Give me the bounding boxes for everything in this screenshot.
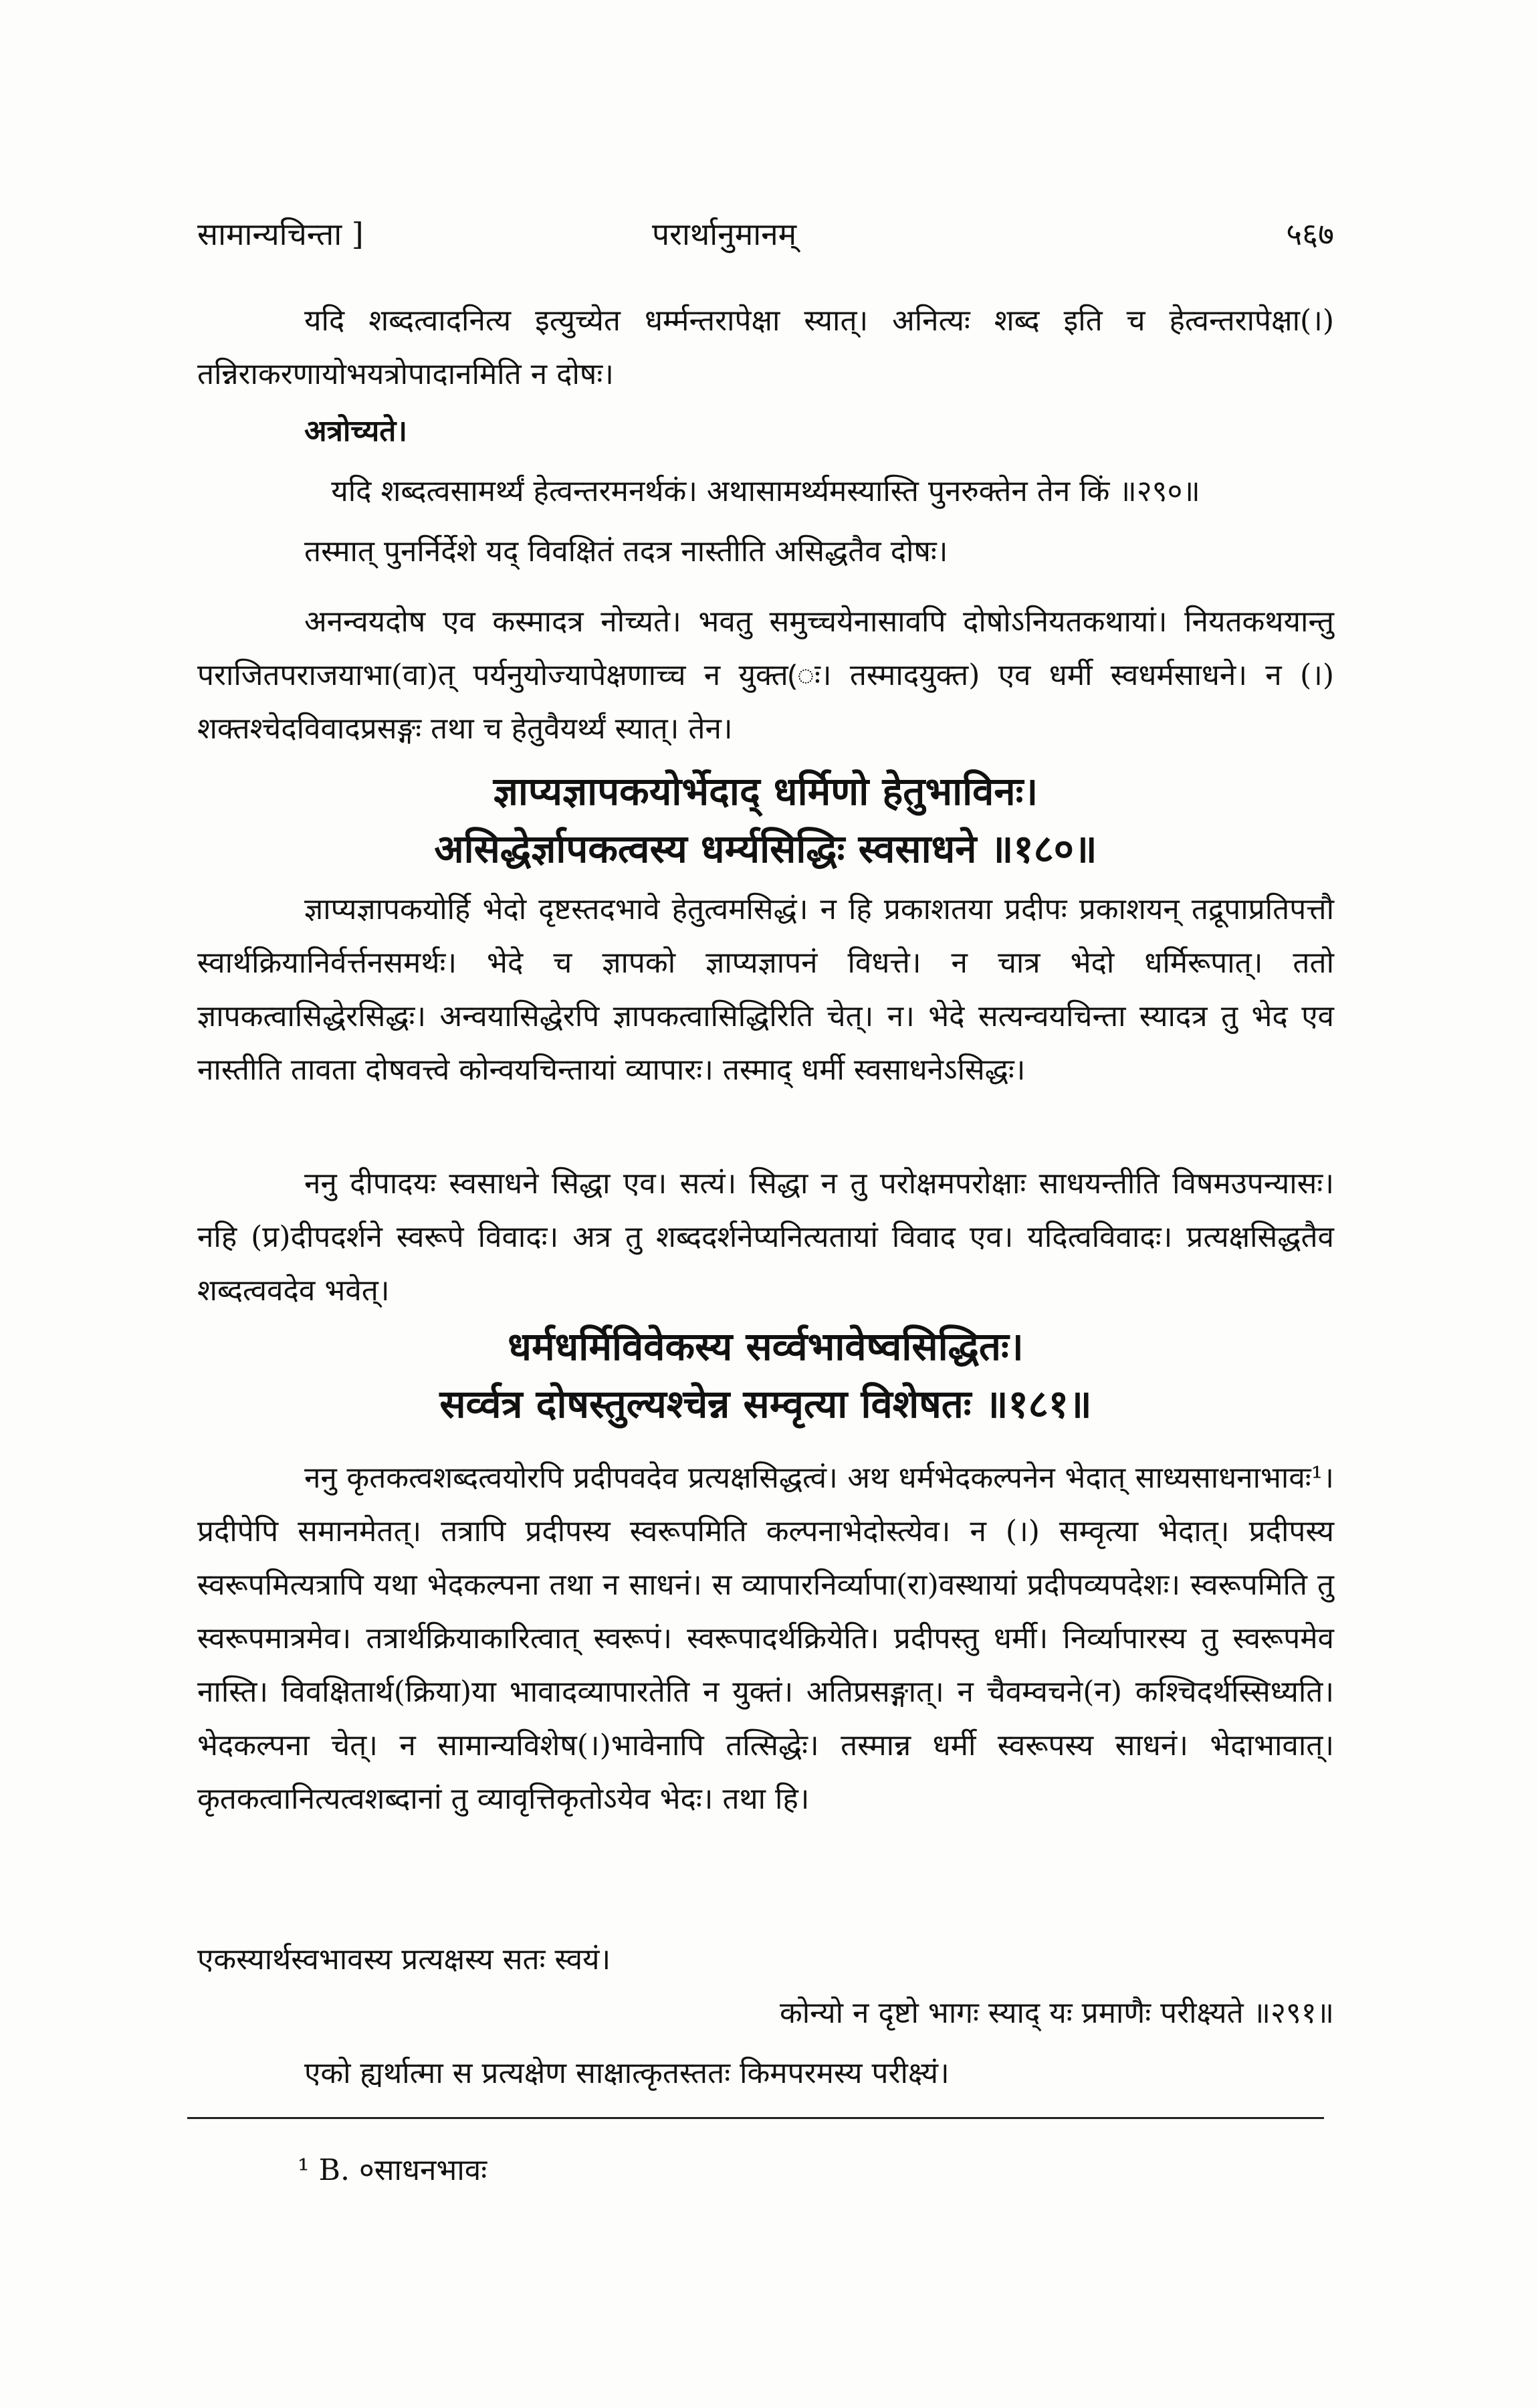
paragraph-3 xyxy=(197,525,1334,579)
paragraph-text: ननु कृतकत्वशब्दत्वयोरपि प्रदीपवदेव प्रत्यक्षसिद्धत्वं। अथ धर्मभेदकल्पनेन भेदात् साध्यसाधनाभावः¹। प्रदीपेपि समानमेतत्। तत्रापि प्रदीपस्य स्वरूपमिति कल्पनाभेदोस्त्येव। न (।) सम्वृत्या भेदात्। प्रदीपस्य स्वरूपमित्यत्रापि यथा भेदकल्पना तथा न साधनं। स व्यापारनिर्व्यापा(रा)वस्थायां प्रदीपव्यपदेशः। स्वरूपमिति तु स्वरूपमात्रमेव। तत्रार्थक्रियाकारित्वात् स्वरूपं। स्वरूपादर्थक्रियेति। प्रदीपस्तु धर्मी। निर्व्यापारस्य तु स्वरूपमेव नास्ति। विवक्षितार्थ(क्रिया)या भावादव्यापारतेति न युक्तं। अतिप्रसङ्गात्। न चैवम्वचने(न) कश्चिदर्थस्सिध्यति। भेदकल्पना चेत्। न सामान्यविशेष(।)भावेनापि तत्सिद्धेः। तस्मान्न धर्मी स्वरूपस्य साधनं। भेदाभावात्। कृतकत्वानित्यत्वशब्दानां तु व्यावृत्तिकृतोऽयेव भेदः। तथा हि। xyxy=(197,1461,1334,1816)
footnote-divider xyxy=(187,2117,1324,2119)
karika-line: ज्ञाप्यज्ञापकयोर्भेदाद् धर्मिणो हेतुभाविनः। xyxy=(493,769,1038,814)
karika-line: सर्व्वत्र दोषस्तुल्यश्चेन्न सम्वृत्या विशेषतः ॥१८१॥ xyxy=(439,1381,1092,1427)
verse-line: कोन्यो न दृष्टो भागः स्याद् यः प्रमाणैः परीक्ष्यते ॥२९१॥ xyxy=(779,1996,1334,2030)
section-title: सामान्यचिन्ता ] xyxy=(197,216,364,252)
paragraph-2 xyxy=(197,405,1334,458)
page-number: ५६७ xyxy=(1286,216,1334,252)
paragraph-5 xyxy=(197,883,1334,1097)
paragraph-1 xyxy=(197,294,1334,401)
paragraph-7 xyxy=(197,1451,1334,1826)
karika-181 xyxy=(197,1318,1334,1433)
paragraph-8 xyxy=(197,2047,1334,2100)
paragraph-text: ज्ञाप्यज्ञापकयोर्हि भेदो दृष्टस्तदभावे हेतुत्वमसिद्धं। न हि प्रकाशतया प्रदीपः प्रकाशयन् तद्रूपाप्रतिपत्तौ स्वार्थक्रियानिर्वर्त्तनसमर्थः। भेदे च ज्ञापको ज्ञाप्यज्ञापनं विधत्ते। न चात्र भेदो धर्मिरूपात्। ततो ज्ञापकत्वासिद्धेरसिद्धः। अन्वयासिद्धेरपि ज्ञापकत्वासिद्धिरिति चेत्। न। भेदे सत्यन्वयचिन्ता स्यादत्र तु भेद एव नास्तीति तावता दोषवत्त्वे कोन्वयचिन्तायां व्यापारः। तस्माद् धर्मी स्वसाधनेऽसिद्धः। xyxy=(197,892,1334,1087)
verse-line: यदि शब्दत्वसामर्थ्यं हेत्वन्तरमनर्थकं। अथासामर्थ्यमस्यास्ति पुनरुक्तेन तेन किं ॥२९०॥ xyxy=(331,474,1200,508)
verse-line: एकस्यार्थस्वभावस्य प्रत्यक्षस्य सतः स्वयं। xyxy=(197,1942,611,1977)
paragraph-4 xyxy=(197,595,1334,756)
running-head xyxy=(197,213,1334,260)
paragraph-text: ननु दीपादयः स्वसाधने सिद्धा एव। सत्यं। सिद्धा न तु परोक्षमपरोक्षाः साधयन्तीति विषमउपन्यासः। नहि (प्र)दीपदर्शने स्वरूपे विवादः। अत्र तु शब्ददर्शनेप्यनित्यतायां विवाद एव। यदित्वविवादः। प्रत्यक्षसिद्धतैव शब्दत्ववदेव भवेत्। xyxy=(197,1167,1334,1308)
paragraph-text: अनन्वयदोष एव कस्मादत्र नोच्यते। भवतु समुच्चयेनासावपि दोषोऽनियतकथायां। नियतकथयान्तु पराजितपराजयाभा(वा)त् पर्यनुयोज्यापेक्षणाच्च न युक्त(ः। तस्मादयुक्त) एव धर्मी स्वधर्मसाधने। न (।) शक्तश्चेदविवादप्रसङ्गः तथा च हेतुवैयर्थ्यं स्यात्। तेन। xyxy=(197,605,1334,746)
karika-line: असिद्धेर्ज्ञापकत्वस्य धर्म्यसिद्धिः स्वसाधने ॥१८०॥ xyxy=(434,826,1097,872)
chapter-title: परार्थानुमानम् xyxy=(652,216,797,252)
verse-290 xyxy=(197,465,1334,518)
karika-line: धर्मधर्मिविवेकस्य सर्व्वभावेष्वसिद्धितः। xyxy=(508,1324,1024,1369)
paragraph-text: तस्मात् पुनर्निर्देशे यद् विवक्षितं तदत्र नास्तीति असिद्धतैव दोषः। xyxy=(304,534,948,569)
verse-291 xyxy=(197,1933,1334,2040)
karika-180 xyxy=(197,763,1334,878)
paragraph-text: यदि शब्दत्वादनित्य इत्युच्येत धर्म्मन्तरापेक्षा स्यात्। अनित्यः शब्द इति च हेत्वन्तरापेक्षा(।) तन्निराकरणायोभयत्रोपादानमिति न दोषः। xyxy=(197,304,1334,391)
paragraph-text: एको ह्यर्थात्मा स प्रत्यक्षेण साक्षात्कृतस्ततः किमपरमस्य परीक्ष्यं। xyxy=(304,2056,950,2090)
paragraph-6 xyxy=(197,1157,1334,1318)
footnote: ¹ B. ०साधनभावः xyxy=(298,2153,487,2187)
paragraph-text: अत्रोच्यते। xyxy=(304,414,407,448)
